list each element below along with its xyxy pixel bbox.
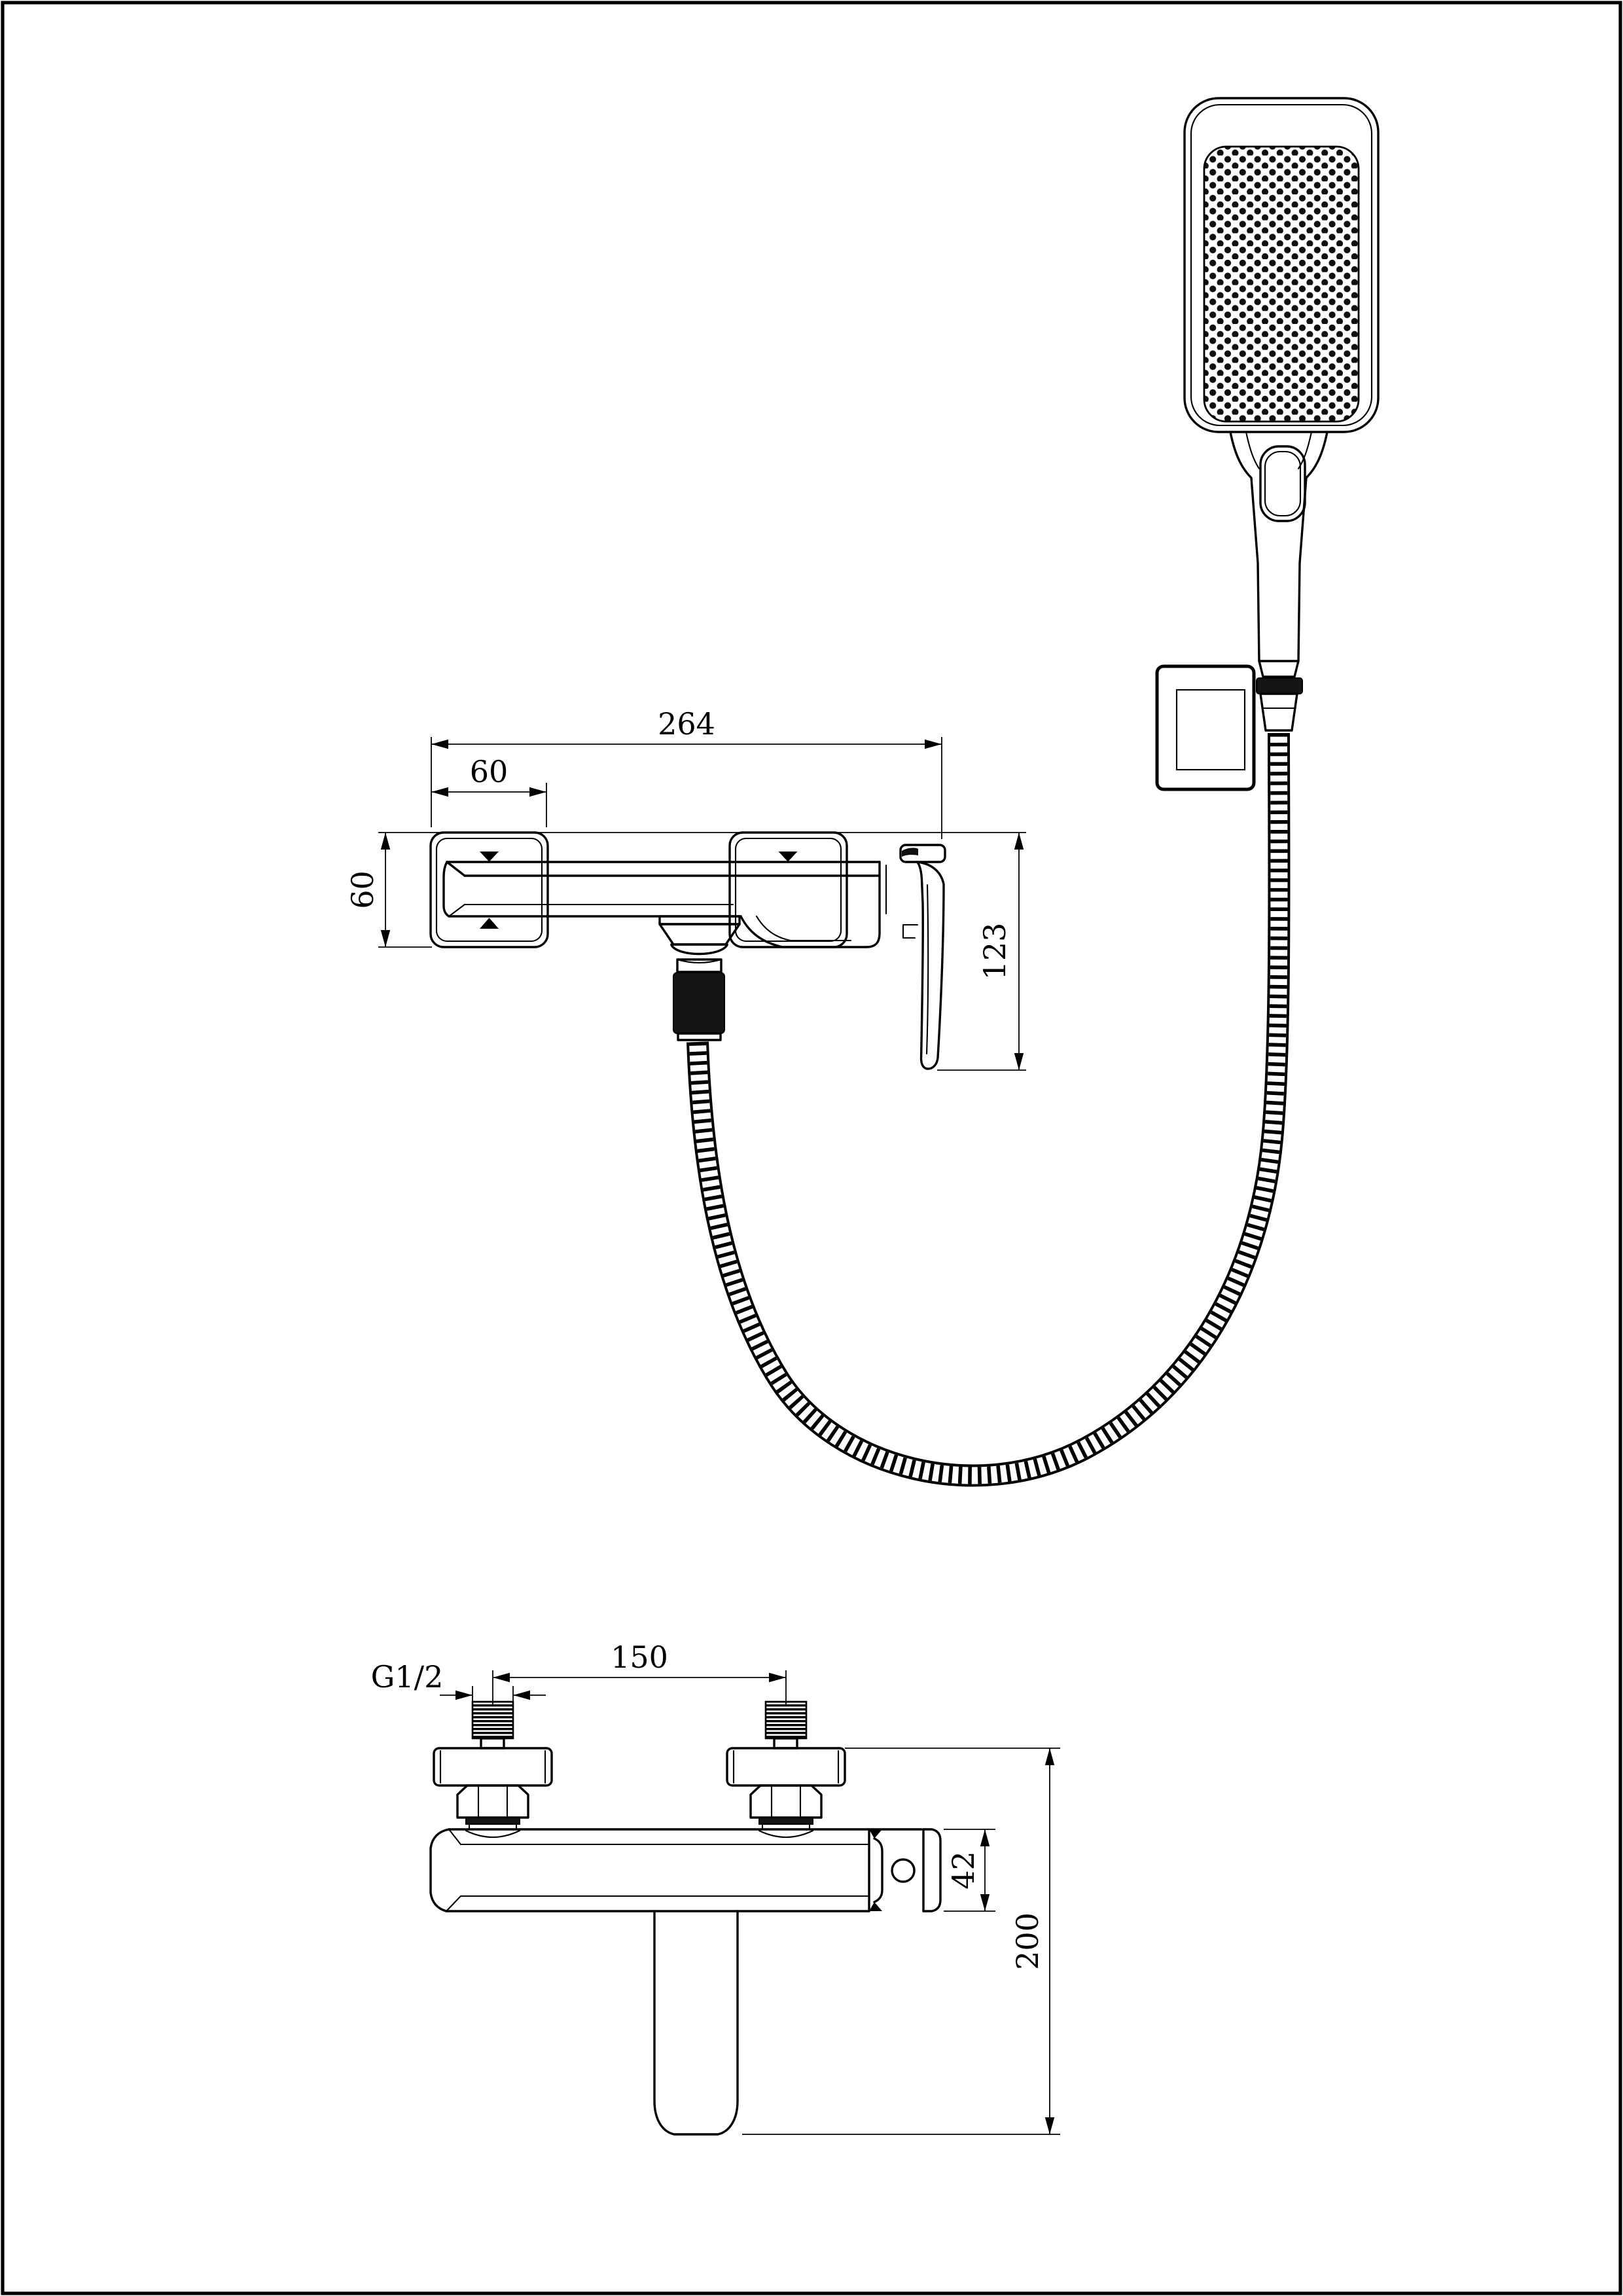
hose-coupling-nut [1257, 678, 1302, 694]
dim-label-123: 123 [977, 922, 1012, 980]
dim-label-264: 264 [658, 706, 715, 742]
dim-label-g12: G1/2 [370, 1659, 444, 1695]
dim-label-42: 42 [946, 1851, 981, 1890]
left-inlet-thread [473, 1702, 513, 1738]
dim-label-60-width: 60 [469, 754, 508, 789]
dim-label-200: 200 [1010, 1912, 1045, 1970]
dim-label-60-height: 60 [345, 870, 380, 909]
outlet-hose-nut [673, 973, 724, 1033]
right-inlet-thread [766, 1702, 806, 1738]
spray-face [1204, 147, 1359, 422]
dim-label-150: 150 [611, 1640, 668, 1675]
